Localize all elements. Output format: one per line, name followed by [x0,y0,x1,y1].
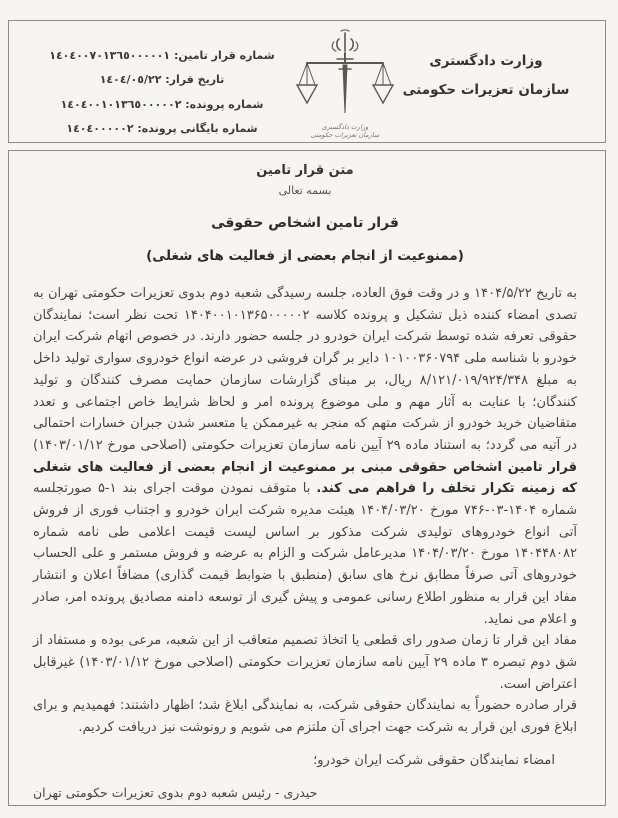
field-order-number-label: شماره قرار تامین: [173,49,275,62]
main-paragraph-bold-ruling: قرار تامین اشخاص حقوقی مبنی بر ممنوعیت از انجام بعضی از فعالیت های شغلی که زمینه تکرار تخلف را فراهم می کند. [33,459,577,497]
ministry-header [391,47,581,105]
letterhead-box [8,20,606,143]
field-order-number [29,44,295,68]
signer-line [33,785,577,800]
document-body [9,151,605,805]
main-paragraph [33,283,577,630]
justice-emblem [290,29,400,141]
field-archive-number-label: شماره بایگانی پرونده: [137,121,258,135]
notification-paragraph: قرار صادره حضوراً به نمایندگان حقوقی شرکت، به نمایندگی ابلاغ شد؛ اظهار داشتند: فهمیدیم و برای ابلاغ فوری این قرار به شرکت جهت اجرای آن ملتزم می شویم و رونوشت نیز دریافت کردیم. [33,698,577,736]
order-title: قرار تامین اشخاص حقوقی [211,215,399,231]
case-reference-fields [29,44,295,141]
ministry-name: وزارت دادگستری [429,53,543,69]
scales-of-justice-icon [293,29,397,123]
field-order-date-value: ١٤٠٤/٠٥/٢٢ [99,73,162,87]
validity-paragraph: مفاد این قرار تا زمان صدور رای قطعی یا اتخاذ تصمیم متعاقب از این شعبه، مرعی بوده و مستفاد از شق دوم تبصره ۳ ماده ۲۹ آیین نامه سازمان تعزیرات حکومتی (اصلاحی مورخ ۱۴۰۳/۰۱/۱۲) غیرقابل اعتراض است. [33,633,577,692]
organization-name: سازمان تعزیرات حکومتی [402,82,570,98]
field-archive-number [29,117,295,141]
order-subtitle: (ممنوعیت از انجام بعضی از فعالیت های شغلی) [146,248,464,264]
basmala: بسمه تعالی [278,184,332,197]
field-case-number [29,93,295,117]
emblem-caption-line2: سازمان تعزیرات حکومتی [310,131,380,139]
document-title: متن قرار تامین [256,163,354,178]
document-body-box [8,150,606,806]
field-order-number-value: ١٤٠٤٠٠٧٠١٣٦٥٠٠٠٠٠١ [49,49,171,62]
emblem-caption-line1: وزارت دادگستری [321,123,369,131]
field-case-number-label: شماره پرونده: [185,97,264,111]
field-archive-number-value: ١٤٠٤٠٠٠٠٠٢ [66,121,134,135]
main-paragraph-pre: به تاریخ ۱۴۰۴/۵/۲۲ و در وقت فوق العاده، جلسه رسیدگی شعبه دوم بدوی تعزیرات حکومتی تهران به تصدی امضاء کننده ذیل تشکیل و پرونده کلاسه ۱۴۰۴۰۰۱۰۱۳۶۵۰۰۰۰۰۲ تحت نظر است؛ نمایندگان حقوقی تعرفه شده توسط شرکت ایران خودرو در جلسه حضور دارند. در خصوص اتهام شرکت ایران خودرو با شناسه ملی ۱۰۱۰۰۳۶۰۷۹۴ دایر بر گران فروشی در عرضه انواع خودروی سواری تولید داخل به مبلغ ۸/۱۲۱/۰۱۹/۹۲۴/۳۴۸ ریال، بر مبنای گزارشات سازمان حمایت مصرف کنندگان و تولید کنندگان؛ با عنایت به آثار مهم و ملی موضوع پرونده امر و لحاظ شرایط خاص اجتماعی و تعدد متقاضیان خرید خودرو از شرکت متهم که منجر به غیرممکن یا متعسر شدن جبران خسارات احتمالی در آتیه می گردد؛ به استناد ماده ۲۹ آیین نامه سازمان تعزیرات حکومتی (اصلاحی مورخ ۱۴۰۳/۰۱/۱۲) [33,286,577,453]
signature-note: امضاء نمایندگان حقوقی شرکت ایران خودرو؛ [313,752,555,768]
field-case-number-value: ١٤٠٤٠٠١٠١٣٦٥٠٠٠٠٠٢ [60,97,182,111]
signer-name-title: حیدری - رئیس شعبه دوم بدوی تعزیرات حکومتی تهران [33,784,318,800]
main-paragraph-post: با متوقف نمودن موقت اجرای بند ۱-۵ صورتجلسه شماره ۱۴۰۴-۰۳-۷۴۶ مورخ ۱۴۰۴/۰۳/۲۰ هیئت مدیره شرکت ایران خودرو و اجتناب فوری از فروش آتی انواع خودروهای تولیدی شرکت مذکور بر اساس لیست قیمت اعلامی طی نامه شماره ۱۴۰۴۴۸۰۸۲ مورخ ۱۴۰۴/۰۳/۲۰ مدیرعامل شرکت و الزام به عرضه و فروش مستمر و علی الحساب خودروهای آتی صرفاً مطابق نرخ های سابق (منطبق با ضوابط قیمت گذاری) مضافاً اعلان و انتشار مفاد این قرار به منظور اطلاع رسانی عمومی و پیش گیری از توسعه دامنه مصادیق پرونده امر، صادر و اعلام می نماید. [33,481,577,627]
field-order-date-label: تاریخ قرار: [165,73,225,87]
field-order-date [29,68,295,92]
